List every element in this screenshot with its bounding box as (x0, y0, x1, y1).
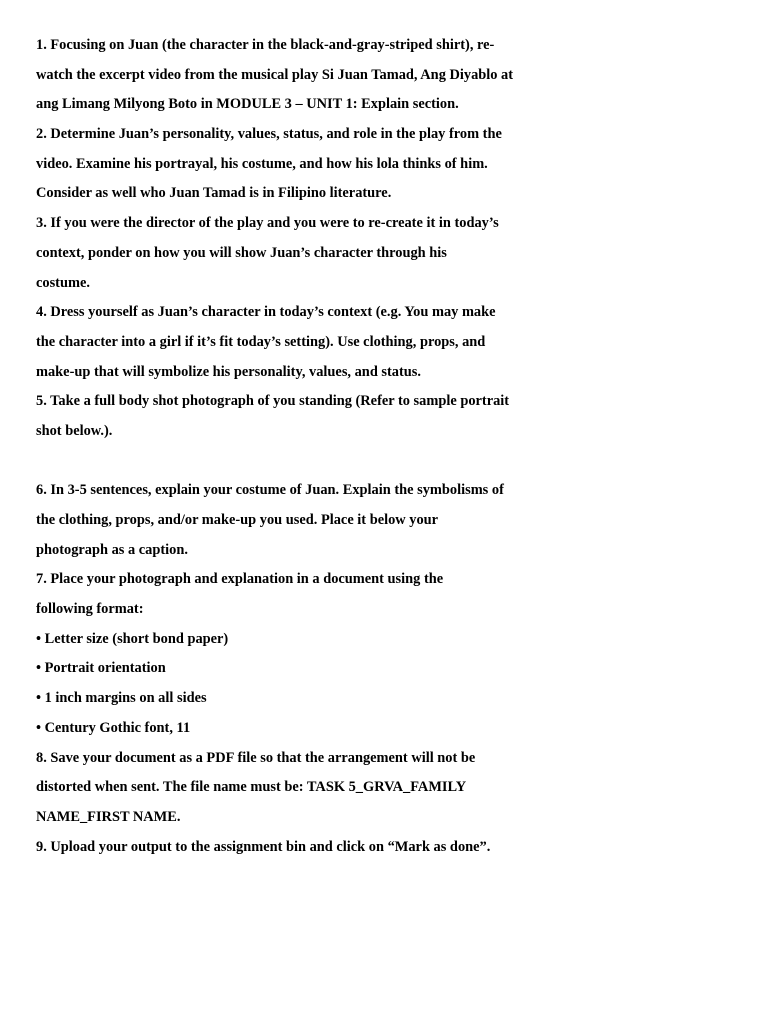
text-line: 8. Save your document as a PDF file so that the arrangement will not be (36, 749, 476, 766)
text-line: 4. Dress yourself as Juan’s character in today’s context (e.g. You may make (36, 304, 496, 321)
text-line: NAME_FIRST NAME. (36, 808, 181, 825)
bullet-item: • Letter size (short bond paper) (36, 630, 229, 647)
text-line: 5. Take a full body shot photograph of you standing (Refer to sample portrait (36, 393, 510, 410)
instructions-text (36, 31, 556, 862)
text-line: 2. Determine Juan’s personality, values, status, and role in the play from the (36, 126, 502, 143)
bullet-item: • 1 inch margins on all sides (36, 690, 207, 707)
bullet-item: • Portrait orientation (36, 660, 166, 677)
text-line: Consider as well who Juan Tamad is in Filipino literature. (36, 185, 392, 202)
text-line: video. Examine his portrayal, his costume, and how his lola thinks of him. (36, 155, 488, 172)
blank-line (36, 447, 556, 477)
text-line: following format: (36, 601, 144, 618)
text-line: 6. In 3-5 sentences, explain your costume of Juan. Explain the symbolisms of (36, 482, 504, 499)
text-line: watch the excerpt video from the musical play Si Juan Tamad, Ang Diyablo at (36, 66, 514, 83)
text-line: shot below.). (36, 422, 113, 439)
text-line: 1. Focusing on Juan (the character in the black-and-gray-striped shirt), re- (36, 37, 495, 53)
text-line: photograph as a caption. (36, 541, 188, 558)
text-line: 9. Upload your output to the assignment bin and click on “Mark as done”. (36, 838, 491, 855)
text-line: distorted when sent. The file name must be: TASK 5_GRVA_FAMILY (36, 779, 467, 796)
text-line: 3. If you were the director of the play and you were to re-create it in today’s (36, 215, 499, 232)
bullet-item: • Century Gothic font, 11 (36, 719, 191, 736)
text-line: the character into a girl if it’s fit today’s setting). Use clothing, props, and (36, 333, 486, 350)
text-line: ang Limang Milyong Boto in MODULE 3 – UNIT 1: Explain section. (36, 96, 459, 113)
text-line: the clothing, props, and/or make-up you used. Place it below your (36, 512, 439, 528)
text-line: costume. (36, 274, 90, 291)
text-line: context, ponder on how you will show Juan’s character through his (36, 244, 447, 261)
text-line: 7. Place your photograph and explanation in a document using the (36, 571, 444, 588)
text-line: make-up that will symbolize his personality, values, and status. (36, 363, 421, 380)
